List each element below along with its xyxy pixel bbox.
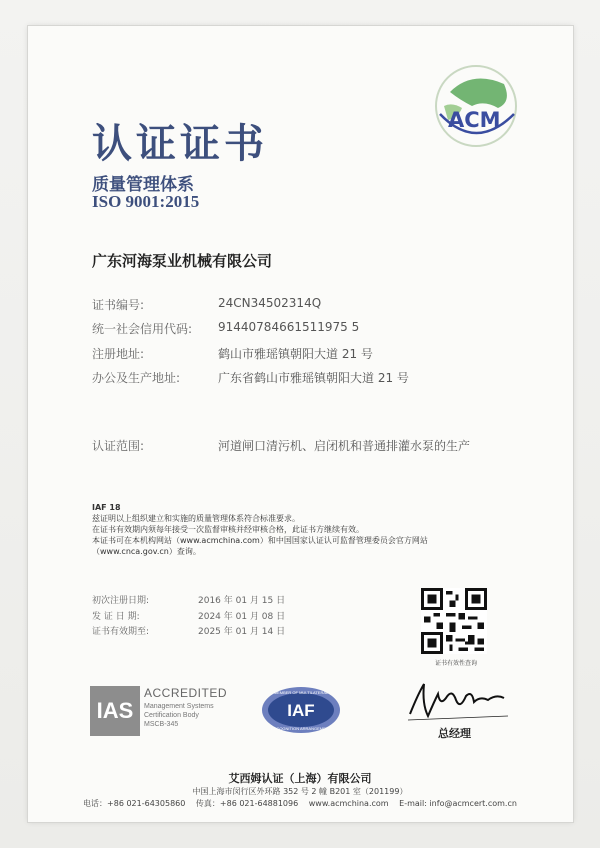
credit-code-label: 统一社会信用代码: <box>92 322 193 336</box>
issuer-address: 中国上海市闵行区外环路 352 号 2 幢 B201 室（201199） <box>192 787 408 796</box>
expiry-date-label: 证书有效期至: <box>92 627 150 637</box>
iaf-code: IAF 18 <box>92 503 121 512</box>
acm-globe-logo <box>432 62 520 150</box>
ias-line: Management Systems <box>144 703 214 710</box>
expiry-date: 2025 年 01 月 14 日 <box>198 627 286 637</box>
initial-registration-label: 初次注册日期: <box>92 596 150 606</box>
ias-line: MSCB-345 <box>144 721 179 728</box>
scope-label: 认证范围: <box>92 439 145 453</box>
iaf-seal-logo <box>260 685 342 735</box>
certificate-number-label: 证书编号: <box>92 298 145 312</box>
svg-text:IAF: IAF <box>287 701 315 720</box>
office-address-label: 办公及生产地址: <box>92 371 181 385</box>
svg-text:MEMBER OF MULTILATERAL: MEMBER OF MULTILATERAL <box>273 690 329 695</box>
ias-accreditation-logo <box>90 686 240 738</box>
issuer-phone: 电话：+86 021-64305860 <box>83 799 186 808</box>
ias-accredited-text: ACCREDITED <box>144 686 228 700</box>
issuer-fax: 传真：+86 021-64881096 <box>195 799 299 808</box>
issue-date: 2024 年 01 月 08 日 <box>198 612 286 622</box>
management-system: 质量管理体系 <box>92 175 194 195</box>
issue-date-label: 发 证 日 期: <box>92 612 140 622</box>
notice-line: （www.cnca.gov.cn）查询。 <box>92 547 201 556</box>
registered-address-value: 鹤山市雅瑶镇朝阳大道 21 号 <box>218 347 373 361</box>
acm-logo-text: ACM <box>448 108 501 132</box>
company-name: 广东河海泵业机械有限公司 <box>92 252 273 270</box>
issuer-website-link[interactable]: www.acmchina.com <box>308 799 389 808</box>
ias-line: Certification Body <box>144 712 199 719</box>
credit-code-value: 91440784661511975 5 <box>218 320 360 334</box>
ias-mark: IAS <box>90 686 140 736</box>
issuer-contact <box>0 798 600 809</box>
signature <box>404 676 514 724</box>
certificate-title: 认证证书 <box>92 121 268 167</box>
notice-line: 兹证明以上组织建立和实施的质量管理体系符合标准要求。 <box>92 514 300 523</box>
registered-address-label: 注册地址: <box>92 347 145 361</box>
svg-text:RECOGNITION ARRANGEMENT: RECOGNITION ARRANGEMENT <box>270 726 332 731</box>
issuer-name: 艾西姆认证（上海）有限公司 <box>228 772 372 785</box>
notice-line: 本证书可在本机构网站（www.acmchina.com）和中国国家认证认可监督管理委员会官方网站 <box>92 536 428 545</box>
iso-standard: ISO 9001:2015 <box>92 192 200 211</box>
qr-code[interactable] <box>421 588 487 654</box>
office-address-value: 广东省鹤山市雅瑶镇朝阳大道 21 号 <box>218 371 409 385</box>
qr-caption: 证书有效性查询 <box>434 660 477 667</box>
signatory-title: 总经理 <box>438 727 471 740</box>
certification-notice <box>92 502 502 557</box>
scope-value: 河道闸口清污机、启闭机和普通排灌水泵的生产 <box>218 439 471 453</box>
certificate-number-value: 24CN34502314Q <box>218 296 322 310</box>
issuer-email-link[interactable]: E-mail: info@acmcert.com.cn <box>399 799 517 808</box>
notice-line: 在证书有效期内须每年接受一次监督审核并经审核合格，此证书方继续有效。 <box>92 525 364 534</box>
initial-registration-date: 2016 年 01 月 15 日 <box>198 596 286 606</box>
